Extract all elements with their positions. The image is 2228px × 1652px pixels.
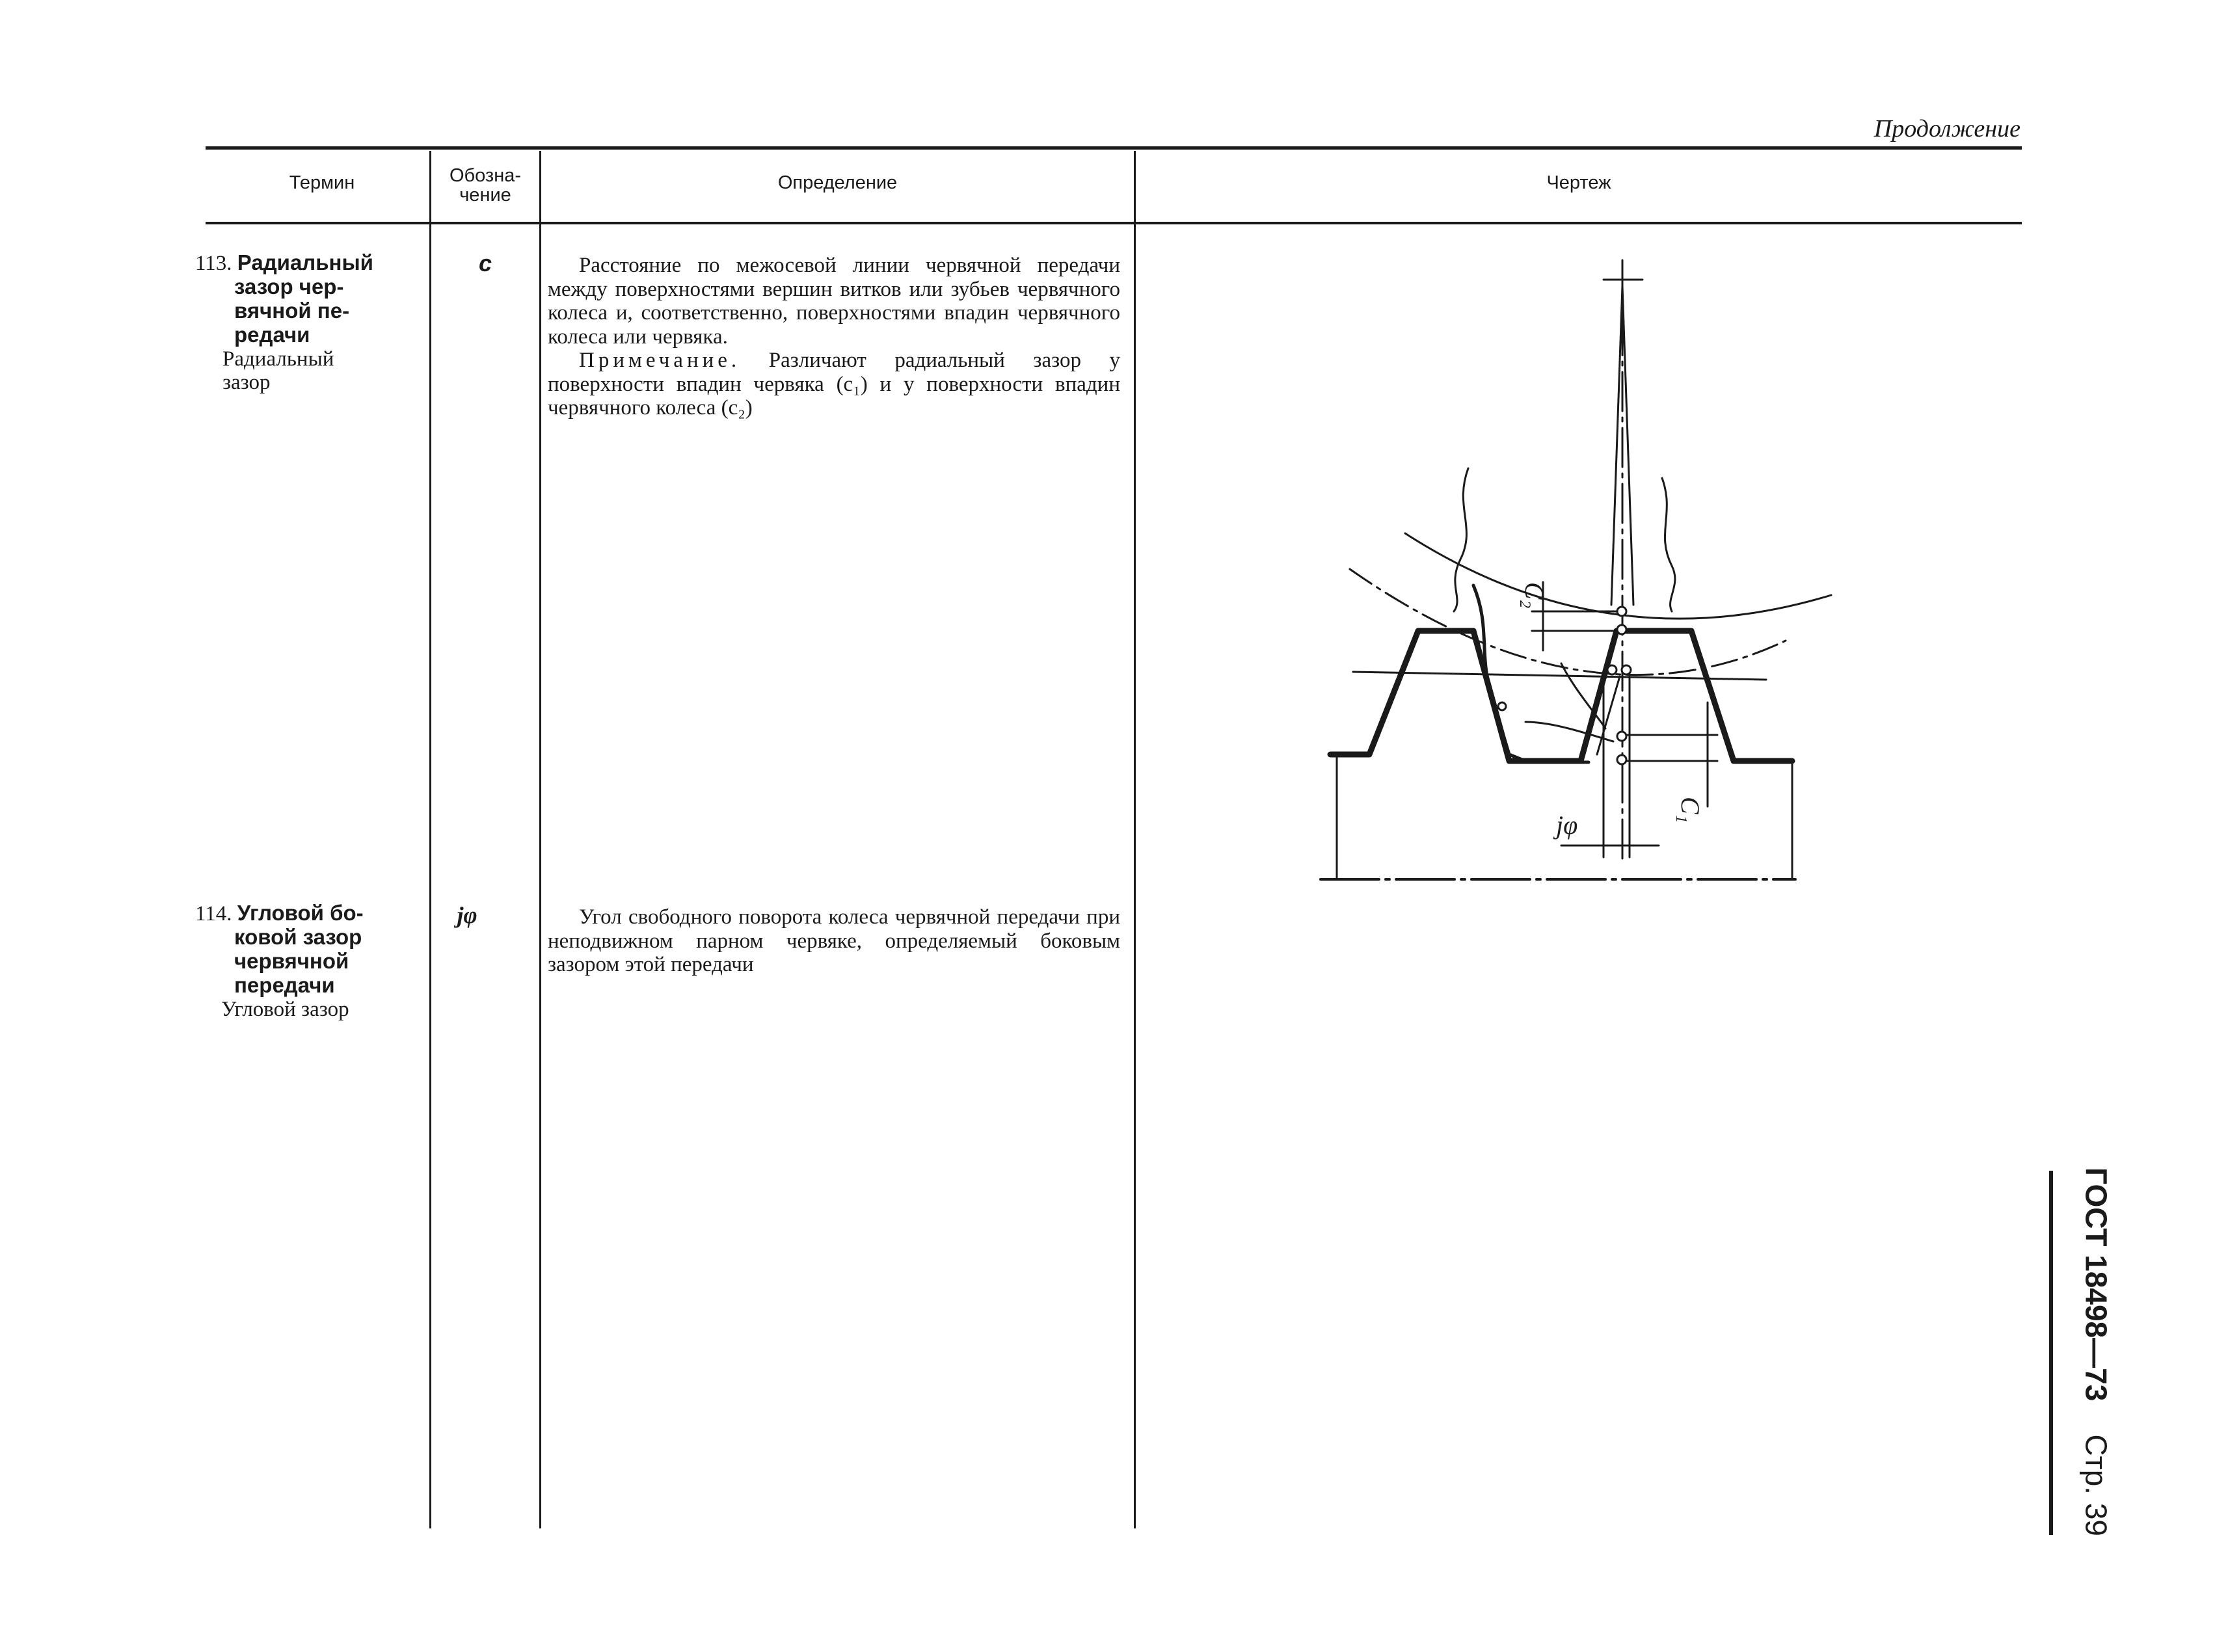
label-c2: C₂ xyxy=(1520,582,1549,609)
page-number: Стр. 39 xyxy=(2079,1434,2114,1537)
entry-114-term-line: ковой зазор xyxy=(234,925,362,949)
column-header-symbol-line2: чение xyxy=(459,185,511,206)
entry-114-term-line: Угловой бо- xyxy=(237,901,364,925)
break-line-left xyxy=(1454,468,1468,611)
entry-114-symbol: jφ xyxy=(457,902,477,928)
entry-113-term-line: зазор чер- xyxy=(234,274,344,299)
page-footer-vertical xyxy=(2059,1167,2114,1537)
pitch-arc xyxy=(1350,569,1786,675)
entry-113-term-line: вячной пе- xyxy=(234,299,350,323)
entry-113-synonym: Радиальный xyxy=(222,347,334,371)
entry-113-term-line: Радиальный xyxy=(237,250,373,274)
column-header-definition: Определение xyxy=(777,172,898,193)
entry-114-synonym: Угловой зазор xyxy=(221,998,349,1021)
continuation-label: Продолжение xyxy=(1873,115,2020,142)
column-header-symbol-line1: Обозна- xyxy=(449,165,522,186)
column-header-drawing: Чертеж xyxy=(1546,172,1611,193)
entry-114-term-line: передачи xyxy=(234,973,335,997)
entry-113-definition-text: Расстояние по межосевой линии червячной передачи между поверхностями вершин витков или зубьев червячного колеса и, соответственно, поверхностями впадин червячного колеса или червяка. xyxy=(548,254,1120,349)
entry-113-note-text: Различают радиальный зазор у поверхности впадин червяка (c₁) и у поверхности впадин червячного колеса (c₂) xyxy=(548,349,1120,420)
wheel-tip-arc xyxy=(1405,533,1831,619)
entry-114-term-line: червячной xyxy=(234,949,349,973)
entry-113-note-label: Примечание. xyxy=(579,349,741,372)
entry-114-definition-text: Угол свободного поворота колеса червячной передачи при неподвижном парном червяке, определяемый боковым зазором этой передачи xyxy=(548,905,1120,976)
break-line-right xyxy=(1662,478,1675,611)
label-j: jφ xyxy=(1556,810,1578,840)
standard-number: ГОСТ 18498—73 xyxy=(2079,1167,2114,1402)
column-header-term: Термин xyxy=(289,172,355,193)
entry-113-term-line: редачи xyxy=(234,323,310,347)
label-c1: C₁ xyxy=(1676,797,1705,823)
entry-113-number: 113. xyxy=(195,252,232,275)
worm-thread-profile xyxy=(1330,631,1792,761)
entry-114-number: 114. xyxy=(195,902,232,926)
entry-113-synonym: зазор xyxy=(222,371,271,394)
footer-rule xyxy=(2049,1171,2053,1535)
entry-113-symbol: c xyxy=(478,250,492,276)
